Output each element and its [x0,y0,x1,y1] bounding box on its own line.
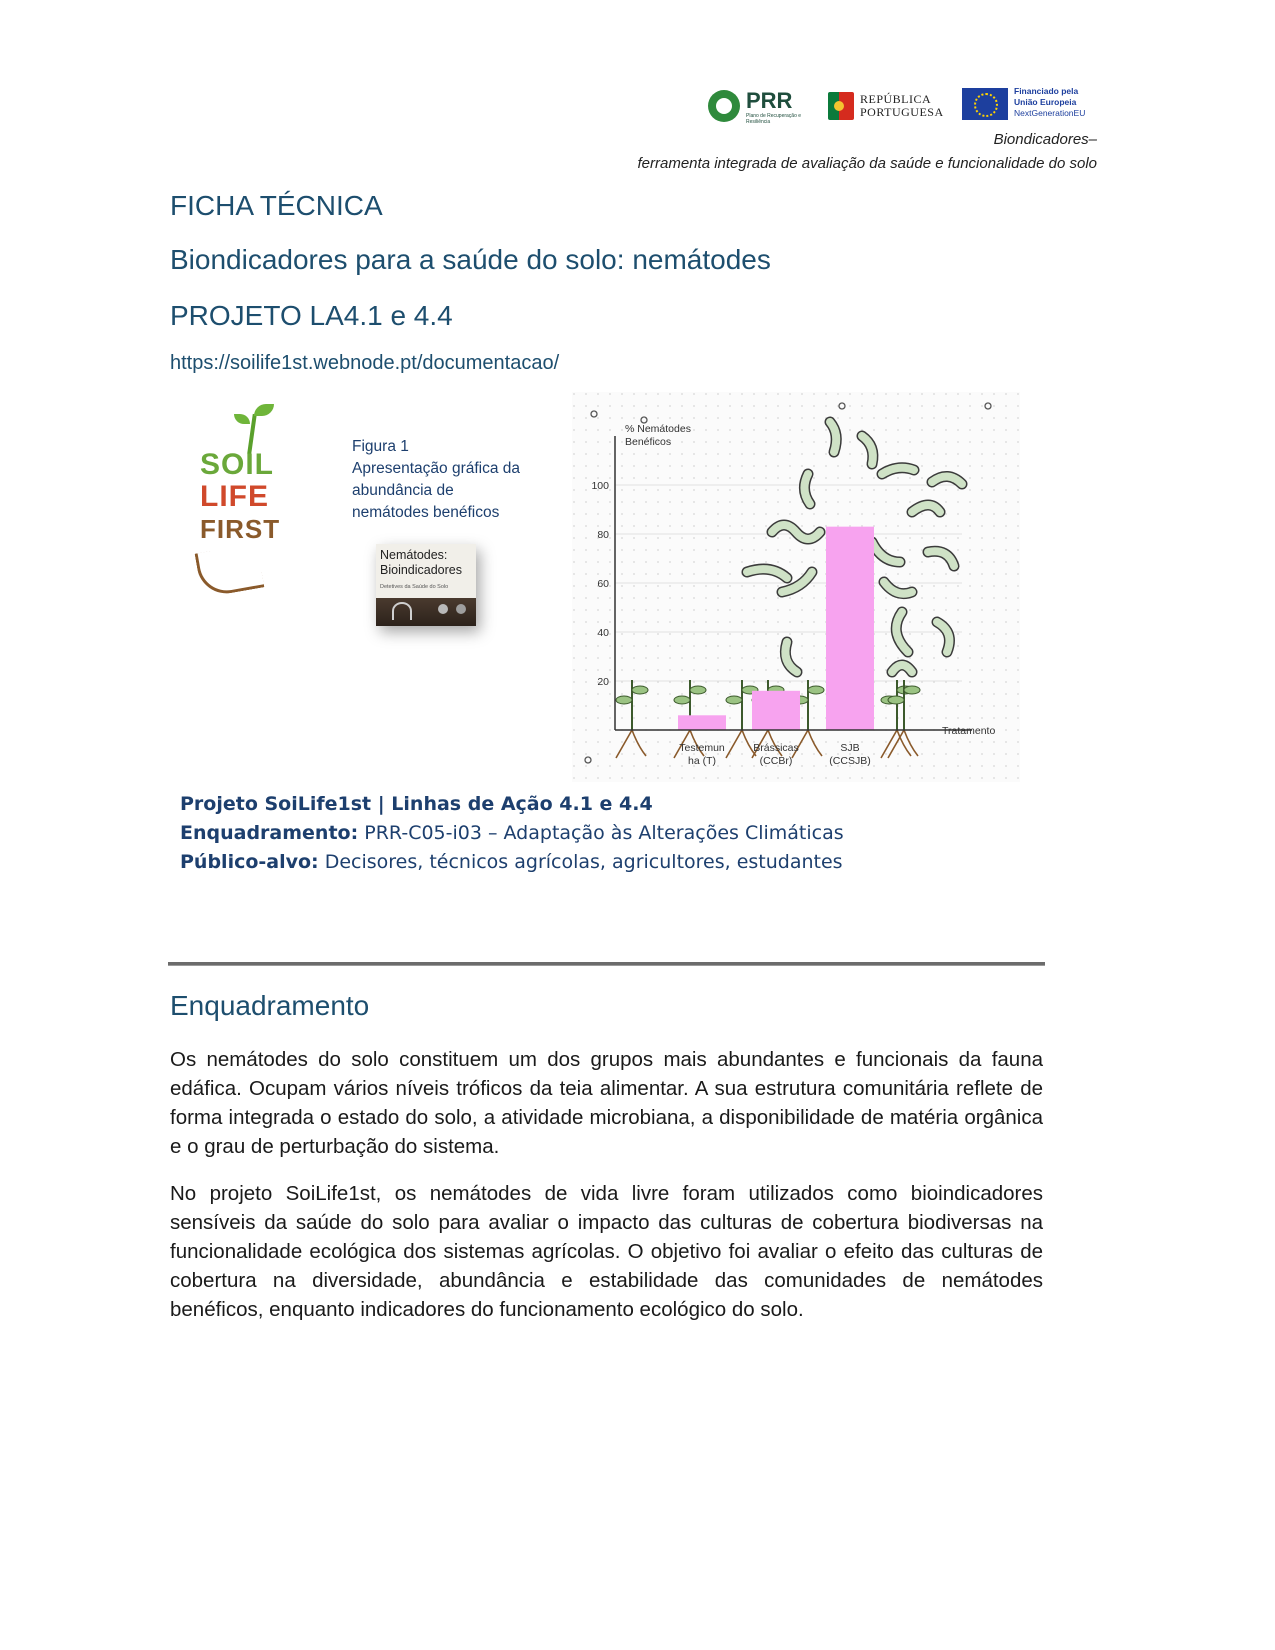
figure-caption-line-2: Apresentação gráfica da [352,460,521,477]
enquadramento-value: PRR-C05-i03 – Adaptação às Alterações Climáticas [358,822,844,844]
logo-word-first: FIRST [200,514,281,544]
project-info-line-3 [180,848,844,877]
plant-leaf [690,686,706,694]
project-info-line-2 [180,819,844,848]
plant-leaf [808,686,824,694]
rp-line-2: PORTUGUESA [860,105,944,119]
document-title: FICHA TÉCNICA [170,190,383,221]
x-tick-label-line-1: Brássicas [753,742,799,754]
project-info-line-1 [180,790,844,819]
pebble-icon [456,604,466,614]
header-note [638,128,1098,176]
document-subtitle: Biondicadores para a saúde do solo: nemátodes [170,244,771,275]
prr-logo [708,88,818,124]
plant-leaf [904,686,920,694]
x-tick-label-line-2: ha (T) [687,755,717,767]
soil-life-first-logo [190,400,300,596]
portugal-flag-icon [828,92,854,120]
logo-word-soil: SOIL [200,448,275,481]
funding-logos [708,86,1100,126]
y-tick-label: 80 [597,529,609,541]
project-info [180,790,844,877]
magnifier-icon [392,602,412,620]
pebble-icon [438,604,448,614]
enquadramento-label: Enquadramento: [180,822,359,844]
x-tick-label-line-2: (CCSJB) [829,755,871,767]
figure-caption-line-3: abundância de [352,482,454,499]
y-tick-label: 100 [591,480,609,492]
nematode-bar-chart [572,392,1020,782]
y-tick-label: 20 [597,676,609,688]
bar [752,691,800,730]
section-paragraph-2: No projeto SoiLife1st, os nemátodes de vida livre foram utilizados como bioindicadores sensíveis da saúde do solo para avaliar o impacto das culturas de cobertura biodiversas na funcionalidade ecológica dos sistemas agrícolas. O objetivo foi avaliar o efeito das culturas de cobertura na diversidade, abundância e estabilidade das comunidades de nemátodes benéficos, enquanto indicadores do funcionamento ecológico do solo. [170,1182,1043,1321]
leaf-icon [254,404,274,416]
republica-portuguesa-name [860,93,944,119]
section-paragraph-1: Os nemátodes do solo constituem um dos grupos mais abundantes e funcionais da fauna edáfica. Ocupam vários níveis tróficos da teia alimentar. A sua estrutura comunitária reflete de forma integrada o estado do solo, a atividade microbiana, a disponibilidade de matéria orgânica e o grau de perturbação do sistema. [170,1048,1043,1158]
logo-word-life: LIFE [200,480,269,513]
header-note-line-1: Biondicadores– [993,131,1097,148]
prr-logo-sub: Plano de Recuperação e Resiliência [746,113,802,125]
rp-line-1: REPÚBLICA [860,92,932,106]
plant-leaf [726,696,742,704]
y-tick-label: 60 [597,578,609,590]
y-tick-label: 40 [597,627,609,639]
book-title-line-2: Bioindicadores [380,563,462,577]
x-tick-label-line-1: Testemun [679,742,725,754]
x-tick-label-line-1: SJB [840,742,860,754]
eu-line-2: União Europeia [1014,97,1077,107]
publico-alvo-value: Decisores, técnicos agrícolas, agricultores, estudantes [318,851,843,873]
bar [678,715,726,730]
header-note-line-2: ferramenta integrada de avaliação da saúde e funcionalidade do solo [637,155,1097,172]
republica-portuguesa-logo [828,88,948,124]
roots-icon [195,543,265,598]
y-axis-title-line-1: % Nemátodes [625,423,691,435]
book-title [380,548,462,578]
plant-leaf [888,696,904,704]
eu-line-1: Financiado pela [1014,86,1079,96]
figure-caption [352,436,520,524]
x-axis-title: Tratamento [942,725,996,737]
book-subtitle: Detetives da Saúde do Solo [380,584,449,590]
section-title: Enquadramento [170,990,370,1021]
prr-logo-word: PRR [746,88,793,113]
plant-leaf [674,696,690,704]
eu-funding-logo [962,86,1102,122]
book-cover-image [376,544,476,626]
project-title: PROJETO LA4.1 e 4.4 [170,300,453,331]
plant-leaf [616,696,632,704]
section-divider [168,962,1045,966]
figure-caption-line-4: nemátodes benéficos [352,504,500,521]
eu-flag-icon [962,88,1008,120]
bar [826,527,874,730]
plant-leaf [632,686,648,694]
publico-alvo-label: Público-alvo: [180,851,319,873]
prr-emblem-icon [708,90,740,122]
book-title-line-1: Nemátodes: [380,548,448,562]
documentation-link[interactable]: https://soilife1st.webnode.pt/documentacao/ [170,352,560,374]
project-lines-label: Projeto SoiLife1st | Linhas de Ação 4.1 e 4.4 [180,793,653,815]
x-tick-label-line-2: (CCBr) [759,755,793,767]
figure-caption-line-1: Figura 1 [352,438,409,455]
chart-svg [572,392,1020,782]
eu-line-3: NextGenerationEU [1014,108,1086,118]
y-axis-title-line-2: Benéficos [625,436,672,448]
leaf-icon [234,414,250,424]
eu-funding-text [1014,86,1085,119]
